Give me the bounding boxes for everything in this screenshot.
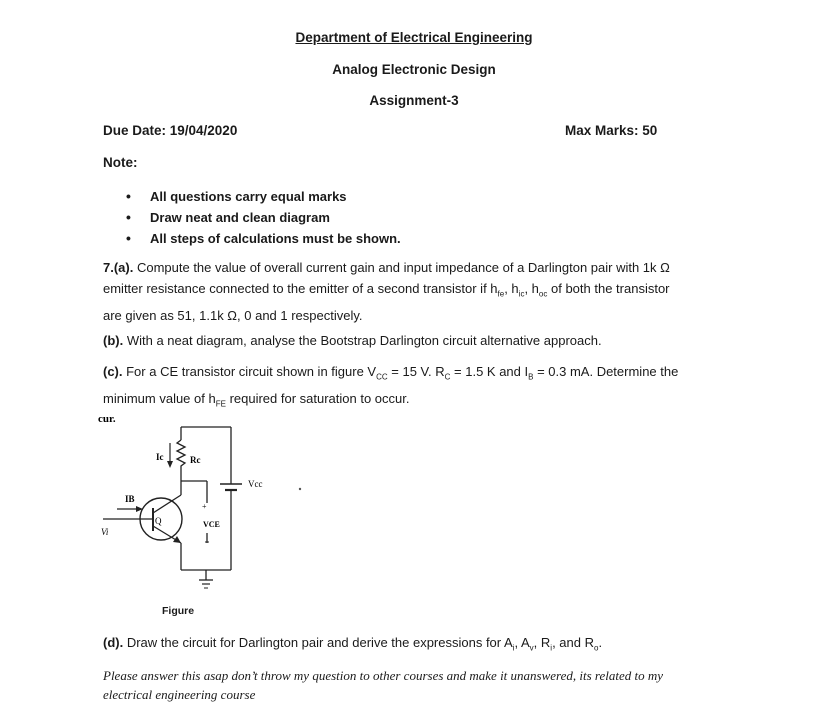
q7a-label: 7.(a). bbox=[103, 260, 134, 275]
question-7a: 7.(a). Compute the value of overall current gain and input impedance of a Darlington pair with 1k Ω emitter resistance connected to the emitter of a second transistor if $h_{fe}$, $h_{ic}$, $h_{oc}$ of both the transistor are given as 51, 1.1k Ω, 0 and 1 respectively. bbox=[103, 257, 783, 326]
question-7d: (d). Draw the circuit for Darlington pair and derive the expressions for $A_i$, $A_v$, $R_i$, and $R_o$. bbox=[103, 635, 603, 653]
ib-label: IB bbox=[125, 494, 135, 504]
q7c-line-1: For a CE transistor circuit shown in figure V bbox=[122, 364, 377, 379]
vce-label: VCE bbox=[203, 520, 220, 529]
vcc-label: Vcc bbox=[248, 479, 263, 489]
q7c-label: (c). bbox=[103, 364, 123, 379]
q7a-line-3: are given as 51, 1.1k Ω, 0 and 1 respectively. bbox=[103, 307, 363, 323]
due-date: Due Date: 19/04/2020 bbox=[103, 123, 238, 138]
footnote-line-1: Please answer this asap don’t throw my question to other courses and make it unanswered, its related to my bbox=[103, 668, 664, 683]
q7a-line-1: Compute the value of overall current gain and input impedance of a Darlington pair with 1k Ω bbox=[133, 260, 670, 275]
figure-caption: Figure bbox=[162, 605, 195, 617]
note-item: • Draw neat and clean diagram bbox=[124, 207, 401, 228]
vce-plus: + bbox=[202, 502, 207, 511]
q-label: Q bbox=[155, 516, 162, 526]
q7c-line-2: minimum value of h bbox=[103, 390, 216, 406]
ic-arrow-head bbox=[167, 461, 173, 468]
footnote bbox=[103, 666, 803, 704]
note-item: • All questions carry equal marks bbox=[124, 186, 401, 207]
rc-label: Rc bbox=[190, 455, 201, 465]
cropped-text: cur. bbox=[98, 413, 116, 425]
note-label: Note: bbox=[103, 155, 138, 170]
q7d-label: (d). bbox=[103, 635, 124, 650]
q7d-text: Draw the circuit for Darlington pair and derive the expressions for A bbox=[123, 635, 513, 650]
department-title: Department of Electrical Engineering bbox=[295, 30, 533, 45]
footnote-line-2: electrical engineering course bbox=[103, 687, 256, 702]
ic-label: Ic bbox=[156, 452, 164, 462]
note-item: • All steps of calculations must be shown. bbox=[124, 228, 401, 249]
q7b-text: With a neat diagram, analyse the Bootstrap Darlington circuit alternative approach. bbox=[123, 333, 602, 348]
vi-label: Vi bbox=[101, 527, 109, 537]
q7b-label: (b). bbox=[103, 333, 124, 348]
assignment-title: Assignment-3 bbox=[369, 93, 459, 108]
question-7b bbox=[103, 330, 602, 351]
course-title: Analog Electronic Design bbox=[332, 62, 496, 77]
speck bbox=[299, 488, 301, 490]
max-marks: Max Marks: 50 bbox=[565, 123, 658, 138]
rc-resistor bbox=[177, 440, 185, 481]
ce-circuit-figure bbox=[95, 405, 325, 620]
note-list bbox=[124, 186, 401, 249]
question-7c: (c). For a CE transistor circuit shown in figure $V_{CC} = 15$ V. $R_C = 1.5$ K and $I_B = 0.3$ mA. Determine the minimum value of $h_{FE}$ required for saturation to occur. bbox=[103, 364, 679, 409]
q7a-line-2: emitter resistance connected to the emitter of a second transistor if h bbox=[103, 281, 498, 296]
